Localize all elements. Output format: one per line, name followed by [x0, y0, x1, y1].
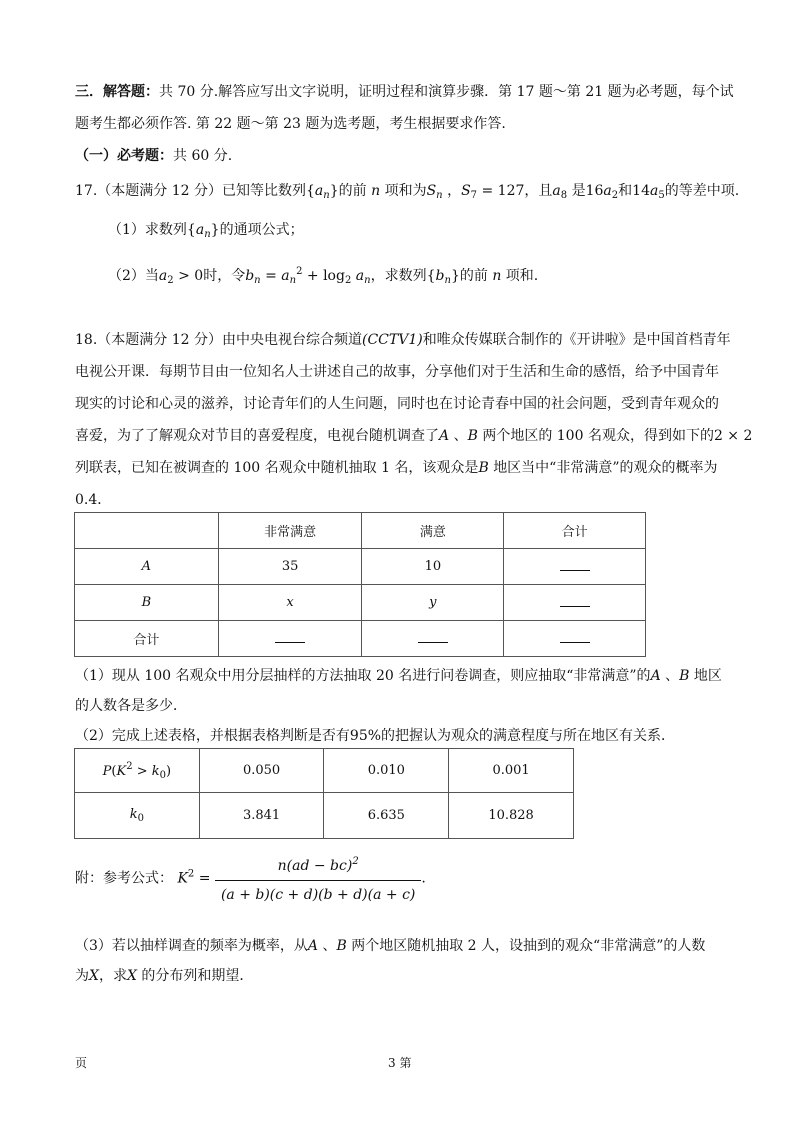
q18-part1-b: 地区: [693, 668, 722, 684]
reference-formula: 附：参考公式： $K^2$ = $\frac{n(ad - bc)^2}{(a + b)(c + d)(b + d)(a + c)}$ .: [75, 850, 426, 907]
table-header-cell: 满意: [362, 513, 504, 549]
q18-part2: （2）完成上述表格，并根据表格判断是否有95%的把握认为观众的满意程度与所在地区有关系．: [75, 728, 676, 744]
k0-label: k: [129, 807, 138, 822]
q17-stem-g: 的等差中项.: [664, 183, 740, 199]
footer-page-number: 3 第: [388, 1056, 412, 1070]
q17-part1-a: （1）求数列: [108, 222, 187, 238]
table-cell: B: [75, 585, 219, 621]
table-cell: 合计: [75, 621, 219, 657]
table-cell: 10: [362, 549, 504, 585]
required-text: 共 60 分.: [173, 148, 233, 164]
q17-part2-e: 项和.: [505, 268, 539, 284]
q18-part3-line1: （3）若以抽样调查的频率为概率，从A 、B 两个地区随机抽取 2 人，设抽到的观众“非常满意”的人数: [75, 938, 706, 954]
q18-line5-b: 地区当中“非常满意”的观众的概率为: [493, 460, 718, 476]
q17-stem: 17.（本题满分 12 分）已知等比数列$\{a_n\}$的前 n 项和为$S_n$ ，$S_7 = 127$，且$a_8$ 是$16a_2$和$14a_5$的等差中项.: [75, 183, 740, 201]
q17-part2-c: ，求数列: [370, 268, 427, 284]
table-row: [75, 621, 646, 657]
q18-line2: 电视公开课．每期节目由一位知名人士讲述自己的故事，分享他们对于生活和生命的感悟，给予中国青年: [75, 364, 719, 380]
table-cell: 0.050: [199, 749, 324, 793]
table-cell: A: [75, 549, 219, 585]
q17-stem-b: 的前: [338, 183, 367, 199]
table-row: [75, 585, 646, 621]
table-cell: 10.828: [449, 793, 574, 839]
q17-part1: （1）求数列$\{a_n\}$的通项公式；: [108, 222, 304, 240]
table-cell-blank: [504, 621, 646, 657]
formula-fraction: [215, 850, 421, 907]
q18-part3-a: （3）若以抽样调查的频率为概率，从: [75, 938, 308, 954]
table-cell-blank: [504, 585, 646, 621]
q18-line1-b: (CCTV1): [361, 332, 423, 348]
contingency-table: [74, 512, 646, 657]
q18-line4-a: 喜爱，为了了解观众对节目的喜爱程度，电视台随机调查了: [75, 428, 439, 444]
q17-number: 17.: [75, 183, 98, 199]
table-row: [75, 549, 646, 585]
table-cell: $k_0$: [75, 793, 200, 839]
formula-label: 附：参考公式：: [75, 870, 173, 887]
q18-part3-line2: 为X，求X 的分布列和期望．: [75, 968, 254, 984]
table-header-cell: [75, 513, 219, 549]
section-intro-line1: [75, 82, 734, 102]
q17-stem-e: 是: [571, 183, 586, 199]
section-heading: 三．解答题：: [75, 84, 159, 100]
table-header-cell: 合计: [504, 513, 646, 549]
table-cell-blank: [362, 621, 504, 657]
formula-lhs: K: [177, 870, 188, 887]
q18-part1-line1: （1）现从 100 名观众中用分层抽样的方法抽取 20 名进行问卷调查，则应抽取“非常满意”的A 、B 地区: [75, 668, 722, 684]
table-cell: $P(K^2 > k_0)$: [75, 749, 200, 793]
q17-part2-a: （2）当: [108, 268, 159, 284]
table-cell: 0.001: [449, 749, 574, 793]
q18-line4-c: 2 × 2: [713, 428, 753, 444]
q17-part2-d: 的前: [459, 268, 488, 284]
q17-stem-c: 项和为: [384, 183, 427, 199]
table-header-row: [75, 513, 646, 549]
table-cell: x: [218, 585, 362, 621]
q18-part1-a: （1）现从 100 名观众中用分层抽样的方法抽取 20 名进行问卷调查，则应抽取“非常满意”的: [75, 668, 651, 684]
table-cell-blank: [504, 549, 646, 585]
table-row: [75, 749, 574, 793]
table-header-cell: 非常满意: [218, 513, 362, 549]
critical-value-table: [74, 748, 574, 839]
q18-line6: 0.4．: [75, 492, 112, 508]
table-cell: 35: [218, 549, 362, 585]
footer-left: 页: [75, 1056, 88, 1070]
q18-line5: 列联表，已知在被调查的 100 名观众中随机抽取 1 名，该观众是B 地区当中“非常满意”的观众的概率为: [75, 460, 718, 476]
q17-part2-b: 时，令: [203, 268, 246, 284]
table-cell: y: [362, 585, 504, 621]
formula-numerator: n(ad − bc)$^2$: [215, 850, 421, 881]
formula-numerator-text: n(ad − bc): [277, 858, 353, 874]
formula-denominator: (a + b)(c + d)(b + d)(a + c): [220, 887, 416, 903]
q18-part3-e: 的分布列和期望．: [141, 968, 254, 984]
table-cell: 3.841: [199, 793, 324, 839]
section-intro-line2: 题考生都必须作答. 第 22 题～第 23 题为选考题，考生根据要求作答.: [75, 116, 506, 132]
table-cell: 0.010: [324, 749, 449, 793]
q18-line1-a: 18.（本题满分 12 分）由中央电视台综合频道: [75, 332, 362, 348]
q17-part1-b: 的通项公式；: [219, 222, 304, 238]
q18-line4: 喜爱，为了了解观众对节目的喜爱程度，电视台随机调查了A 、B 两个地区的 100 名观众，得到如下的2 × 2: [75, 428, 753, 444]
q18-line1-c: 和唯众传媒联合制作的《开讲啦》是中国首档青年: [422, 332, 731, 348]
q18-line4-b: 两个地区的 100 名观众，得到如下的: [482, 428, 714, 444]
q17-stem-d: ，且: [524, 183, 553, 199]
q17-points: （本题满分 12 分）: [97, 183, 222, 199]
q18-line5-a: 列联表，已知在被调查的 100 名观众中随机抽取 1 名，该观众是: [75, 460, 479, 476]
q18-part3-b: 两个地区随机抽取 2 人，设抽到的观众“非常满意”的人数: [351, 938, 706, 954]
q17-part2: （2）当$a_2 > 0$时，令$b_n = a_n^2 + \log_2 a_n$，求数列$\{b_n\}$的前 n 项和.: [108, 266, 539, 286]
table-row: [75, 793, 574, 839]
q18-part1-line2: 的人数各是多少．: [75, 698, 187, 714]
q18-part3-c: 为: [75, 968, 89, 984]
required-heading-line: [75, 146, 232, 166]
q18-line1: [75, 330, 731, 350]
q18-part3-d: ，求: [98, 968, 127, 984]
section-intro-text1: 共 70 分.解答应写出文字说明，证明过程和演算步骤．第 17 题～第 21 题为必考题，每个试: [159, 84, 734, 100]
table-cell-blank: [218, 621, 362, 657]
table-cell: 6.635: [324, 793, 449, 839]
q17-s7-value: = 127: [481, 183, 525, 199]
q17-stem-a: 已知等比数列: [221, 183, 306, 199]
required-heading: （一）必考题：: [75, 148, 173, 164]
q18-line3: 现实的讨论和心灵的滋养，讨论青年们的人生问题，同时也在讨论青春中国的社会问题，受到青年观众的: [75, 396, 719, 412]
q17-stem-f: 和: [618, 183, 633, 199]
